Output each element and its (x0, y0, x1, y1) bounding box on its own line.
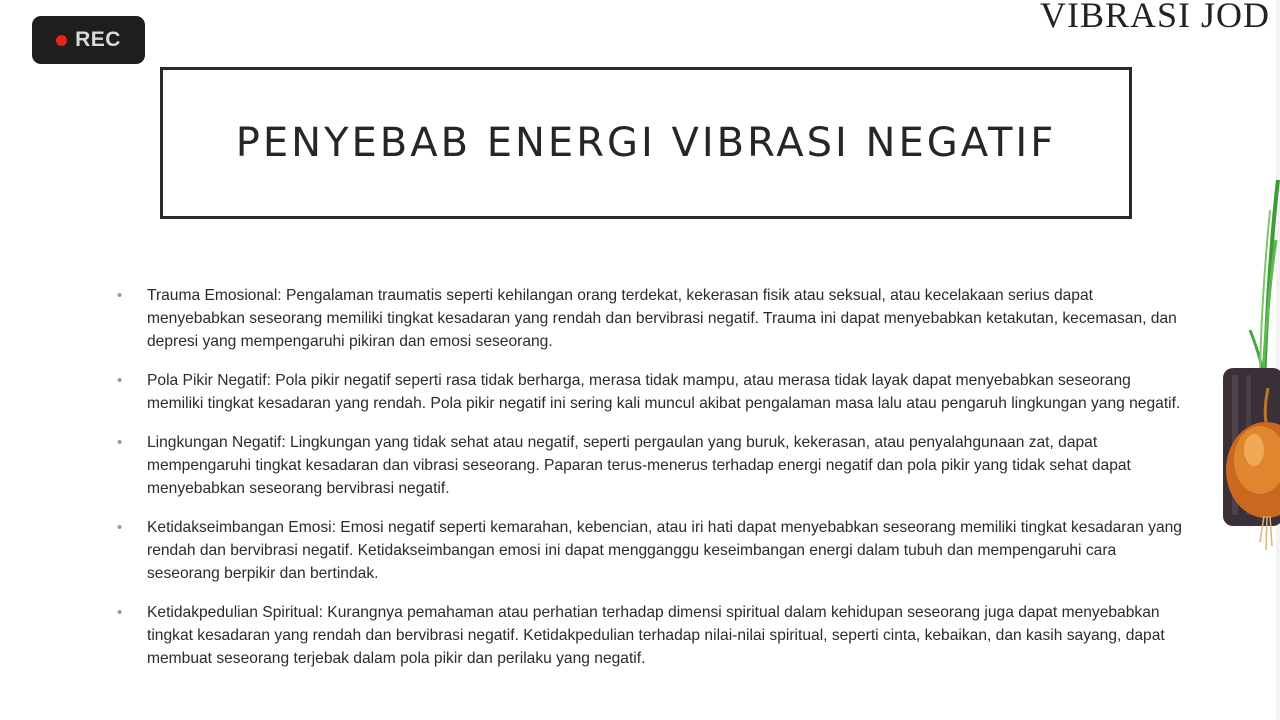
bullet-dot-icon: • (117, 434, 123, 451)
bullet-text: Ketidakseimbangan Emosi: Emosi negatif seperti kemarahan, kebencian, atau iri hati dapat menyebabkan seseorang memiliki tingkat kesadaran yang rendah dan bervibrasi negatif. Ketidakseimbangan emosi ini dapat mengganggu keseimbangan energi dalam tubuh dan mempengaruhi cara seseorang berpikir dan bertindak. (147, 519, 1182, 582)
watermark-text: VIBRASI JOD (1040, 0, 1271, 35)
bullet-text: Trauma Emosional: Pengalaman traumatis seperti kehilangan orang terdekat, kekerasan fisik atau seksual, atau kecelakaan serius dapat menyebabkan seseorang memiliki tingkat kesadaran yang rendah dan bervibrasi negatif. Trauma ini dapat menyebabkan ketakutan, kecemasan, dan depresi yang mempengaruhi pikiran dan emosi seseorang. (147, 287, 1177, 350)
bullet-item (117, 431, 1187, 500)
bullet-text: Ketidakpedulian Spiritual: Kurangnya pemahaman atau perhatian terhadap dimensi spiritual dalam kehidupan seseorang juga dapat menyebabkan tingkat kesadaran yang rendah dan bervibrasi negatif. Ketidakpedulian terhadap nilai-nilai spiritual, seperti cinta, kebaikan, dan kasih sayang, dapat membuat seseorang terjebak dalam pola pikir dan perilaku yang negatif. (147, 604, 1165, 667)
record-dot-icon (56, 35, 67, 46)
onion-illustration (1220, 170, 1280, 560)
bullet-text: Lingkungan Negatif: Lingkungan yang tidak sehat atau negatif, seperti pergaulan yang buruk, kekerasan, atau penyalahgunaan zat, dapat mempengaruhi tingkat kesadaran dan vibrasi seseorang. Paparan terus-menerus terhadap energi negatif dan pola pikir yang tidak sehat dapat menyebabkan seseorang bervibrasi negatif. (147, 434, 1131, 497)
bullet-item (117, 516, 1187, 585)
title-frame (160, 67, 1132, 219)
bullet-dot-icon: • (117, 287, 123, 304)
bullet-item (117, 369, 1187, 415)
bullet-text: Pola Pikir Negatif: Pola pikir negatif seperti rasa tidak berharga, merasa tidak mampu, atau merasa tidak layak dapat menyebabkan seseorang memiliki tingkat kesadaran yang rendah. Pola pikir negatif ini sering kali muncul akibat pengalaman masa lalu atau pengaruh lingkungan yang negatif. (147, 372, 1181, 412)
rec-indicator[interactable] (32, 16, 145, 64)
bullet-dot-icon: • (117, 372, 123, 389)
rec-label: REC (75, 28, 121, 51)
bullet-item (117, 284, 1187, 353)
bullet-dot-icon: • (117, 519, 123, 536)
slide-title: PENYEBAB ENERGI VIBRASI NEGATIF (235, 120, 1057, 166)
bullet-list (117, 284, 1187, 686)
bullet-item (117, 601, 1187, 670)
bullet-dot-icon: • (117, 604, 123, 621)
